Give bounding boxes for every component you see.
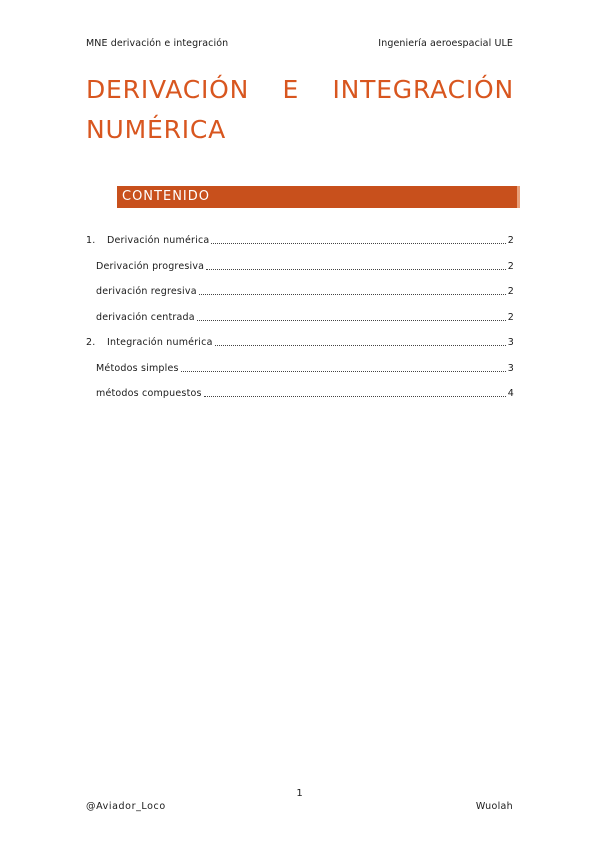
- toc-entry-page: 3: [507, 337, 514, 349]
- toc-dot-leader: [197, 320, 506, 321]
- footer-author: @Aviador_Loco: [86, 801, 166, 812]
- toc-dot-leader: [211, 243, 505, 244]
- table-of-contents: [86, 228, 514, 407]
- toc-entry-page: 2: [507, 286, 514, 298]
- toc-entry[interactable]: [86, 330, 514, 356]
- toc-entry[interactable]: [86, 228, 514, 254]
- toc-entry-title: derivación regresiva: [96, 286, 197, 298]
- contents-heading-banner: [117, 186, 520, 208]
- toc-entry-number: 2.: [86, 337, 96, 349]
- toc-entry-number: 1.: [86, 235, 96, 247]
- document-title: DERIVACIÓN E INTEGRACIÓN NUMÉRICA: [86, 75, 514, 144]
- header-document-title: MNE derivación e integración: [86, 38, 229, 49]
- toc-dot-leader: [206, 269, 506, 270]
- toc-entry-title: Métodos simples: [96, 362, 179, 374]
- footer-source: Wuolah: [475, 801, 513, 812]
- toc-entry[interactable]: [86, 381, 514, 407]
- toc-entry-title: Integración numérica: [107, 337, 213, 349]
- toc-entry-page: 2: [507, 311, 514, 323]
- page-header: [86, 38, 513, 52]
- toc-entry-page: 3: [507, 362, 514, 374]
- toc-dot-leader: [215, 345, 506, 346]
- toc-entry-page: 2: [507, 260, 514, 272]
- contents-heading: CONTENIDO: [122, 189, 210, 204]
- toc-dot-leader: [181, 371, 506, 372]
- toc-entry[interactable]: [86, 305, 514, 331]
- toc-dot-leader: [204, 396, 506, 397]
- toc-dot-leader: [199, 294, 506, 295]
- header-institution: Ingeniería aeroespacial ULE: [378, 38, 513, 49]
- toc-entry-title: Derivación progresiva: [96, 260, 205, 272]
- page-number: 1: [296, 788, 303, 799]
- toc-entry[interactable]: [86, 356, 514, 382]
- toc-entry-title: métodos compuestos: [96, 388, 202, 400]
- toc-entry-title: derivación centrada: [96, 311, 195, 323]
- toc-entry[interactable]: [86, 254, 514, 280]
- toc-entry-page: 4: [507, 388, 514, 400]
- toc-entry-title: Derivación numérica: [107, 235, 210, 247]
- toc-entry-page: 2: [507, 235, 514, 247]
- toc-entry[interactable]: [86, 279, 514, 305]
